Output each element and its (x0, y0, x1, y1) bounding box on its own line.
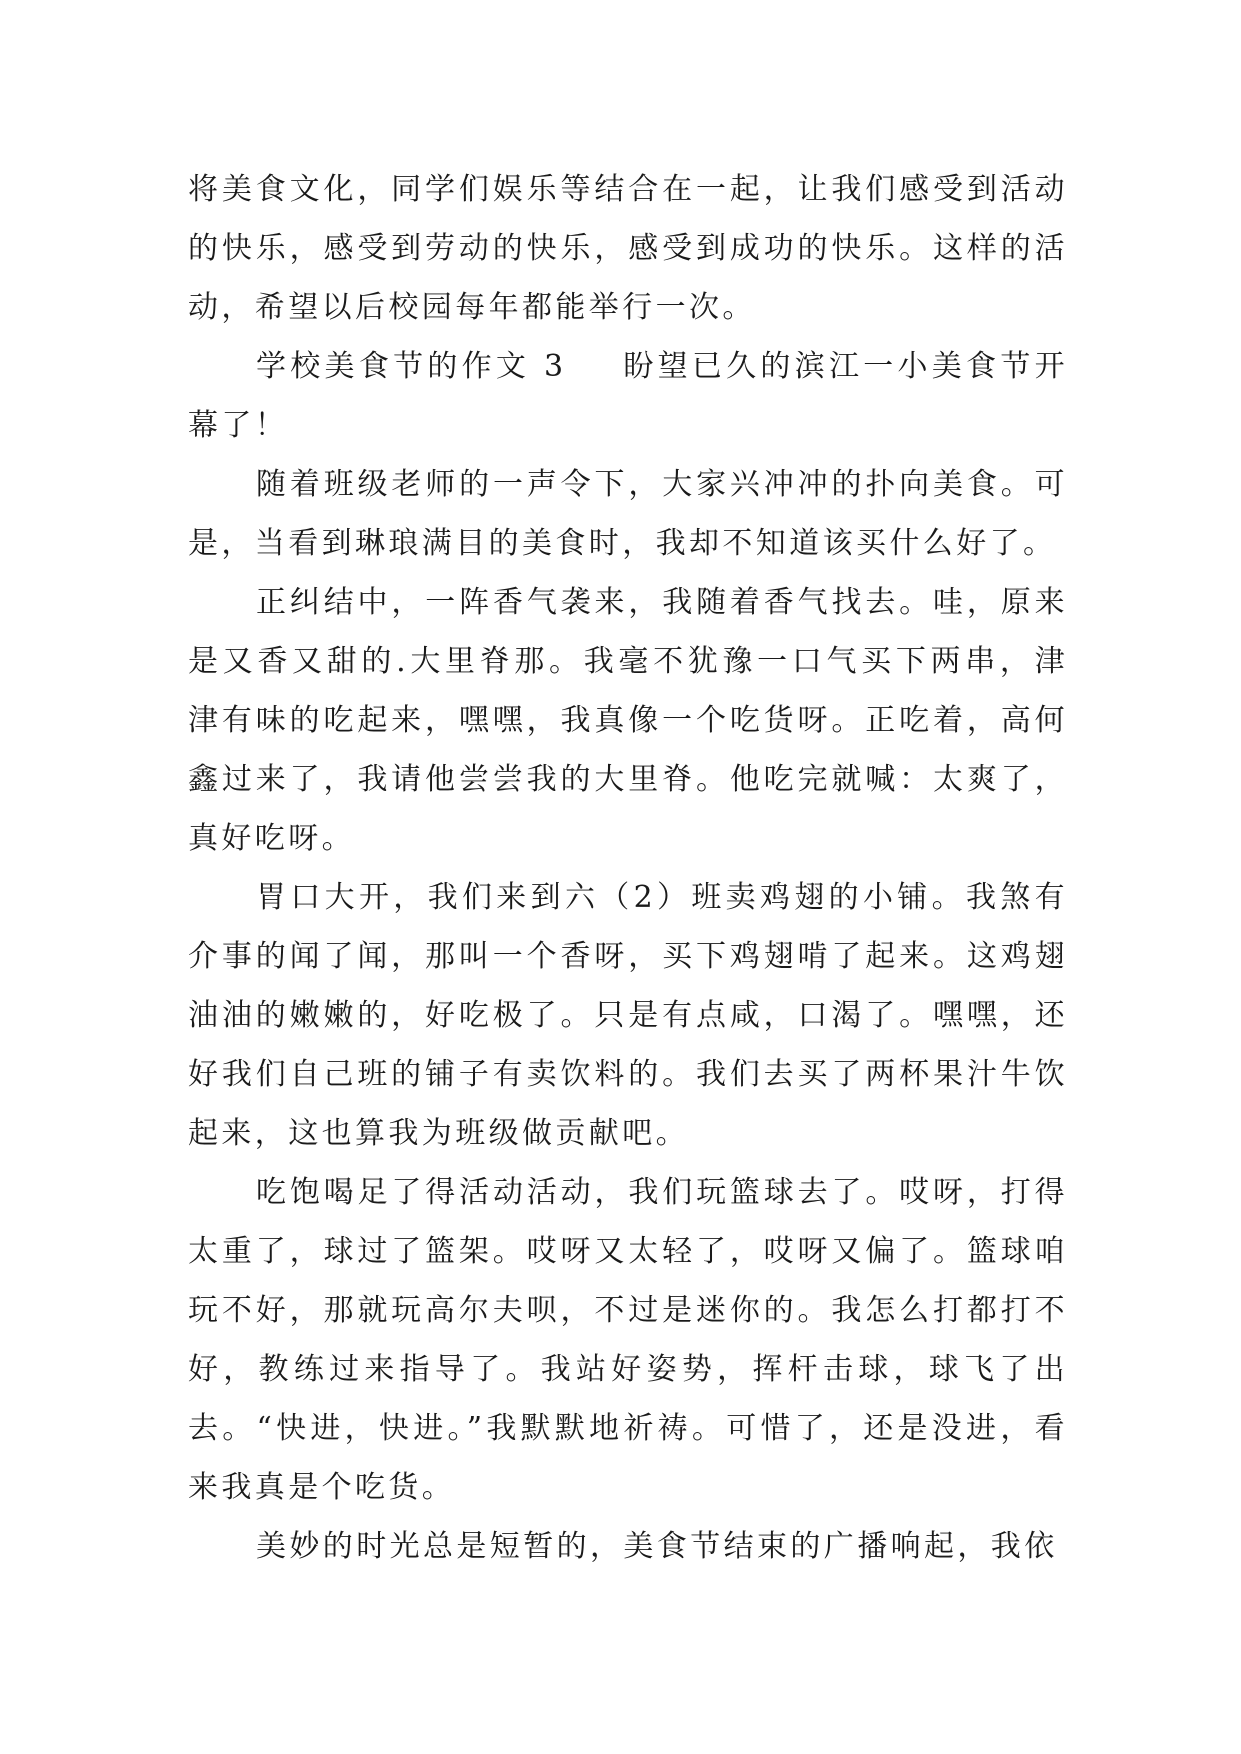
paragraph-continuation: 将美食文化，同学们娱乐等结合在一起，让我们感受到活动的快乐，感受到劳动的快乐，感受到成功的快乐。这样的活动，希望以后校园每年都能举行一次。 (188, 172, 1068, 325)
essay-opening: 盼望已久的滨江一小美食节开幕了！ (188, 349, 1068, 443)
paragraph: 吃饱喝足了得活动活动，我们玩篮球去了。哎呀，打得太重了，球过了篮架。哎呀又太轻了，哎呀又偏了。篮球咱玩不好，那就玩高尔夫呗，不过是迷你的。我怎么打都打不好，教练过来指导了。我站好姿势，挥杆击球，球飞了出去。“快进，快进。”我默默地祈祷。可惜了，还是没进，看来我真是个吃货。 (188, 1175, 1068, 1505)
paragraph-trailing: 美妙的时光总是短暂的，美食节结束的广播响起，我依 (256, 1529, 1058, 1564)
paragraph-essay-title (188, 337, 1068, 455)
paragraph: 随着班级老师的一声令下，大家兴冲冲的扑向美食。可是，当看到琳琅满目的美食时，我却不知道该买什么好了。 (188, 467, 1068, 561)
essay-title: 学校美食节的作文 3 (256, 349, 567, 384)
paragraph: 正纠结中，一阵香气袭来，我随着香气找去。哇，原来是又香又甜的.大里脊那。我毫不犹豫一口气买下两串，津津有味的吃起来，嘿嘿，我真像一个吃货呀。正吃着，高何鑫过来了，我请他尝尝我的大里脊。他吃完就喊：太爽了，真好吃呀。 (188, 585, 1068, 856)
paragraph: 胃口大开，我们来到六（2）班卖鸡翅的小铺。我煞有介事的闻了闻，那叫一个香呀，买下鸡翅啃了起来。这鸡翅油油的嫩嫩的，好吃极了。只是有点咸，口渴了。嘿嘿，还好我们自己班的铺子有卖饮料的。我们去买了两杯果汁牛饮起来，这也算我为班级做贡献吧。 (188, 880, 1068, 1151)
document-body (188, 160, 1068, 1576)
